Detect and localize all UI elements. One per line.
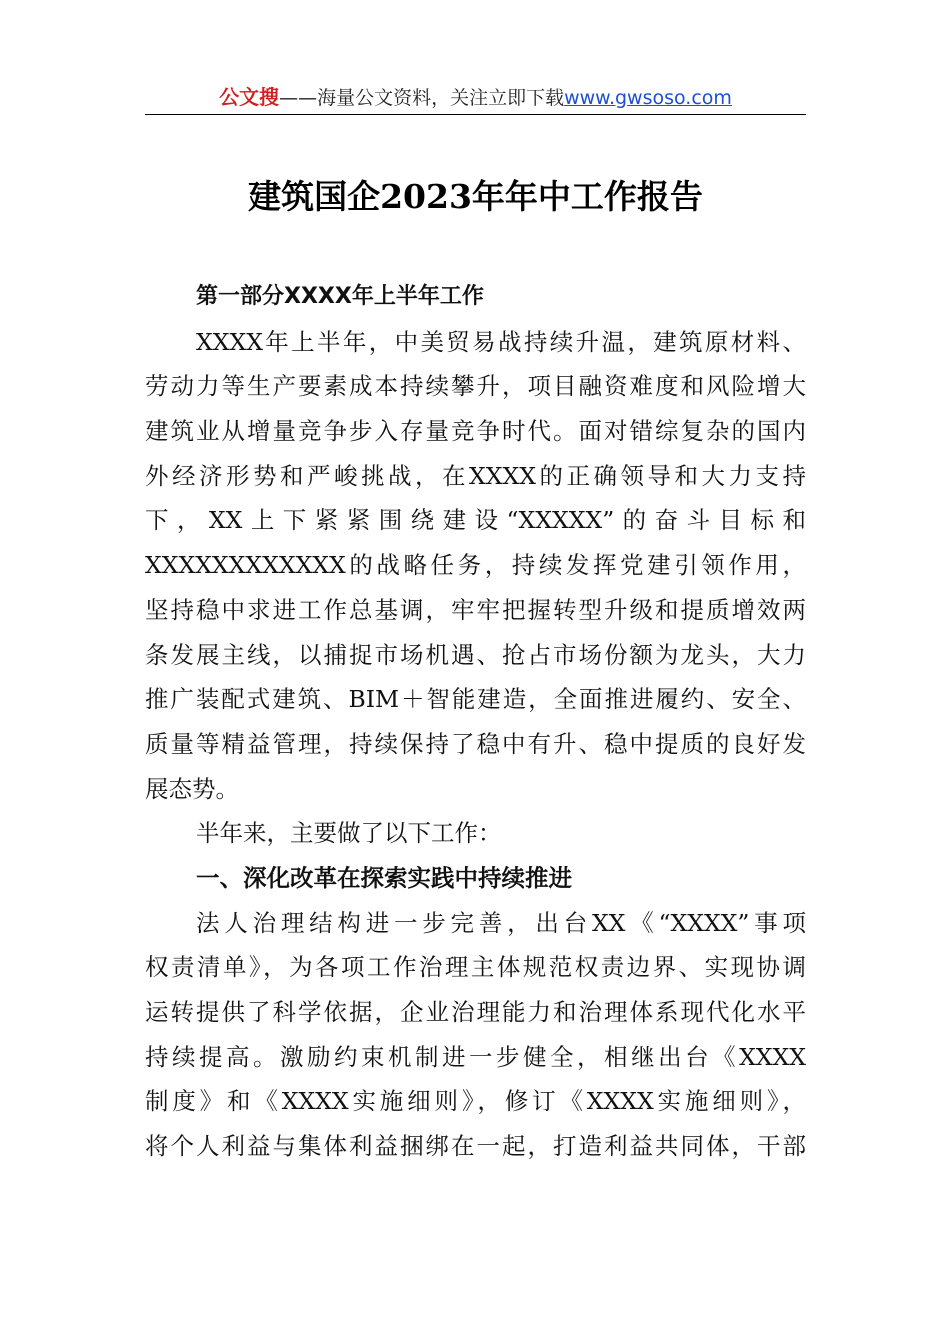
paragraph-line: 半年来，主要做了以下工作： <box>196 819 502 848</box>
document-body <box>145 275 806 1169</box>
header-tagline: ——海量公文资料，关注立即下载 <box>279 87 565 109</box>
paragraph-line: 运转提供了科学依据，企业治理能力和治理体系现代化水平 <box>145 998 806 1026</box>
paragraph-line: 制度》和《XXXX实施细则》，修订《XXXX实施细则》， <box>145 1087 806 1116</box>
paragraph-line: XXXXXXXXXXXX的战略任务，持续发挥党建引领作用， <box>145 551 806 580</box>
paragraph-line: XXXX年上半年，中美贸易战持续升温，建筑原材料、 <box>196 327 806 356</box>
brand-logo-text: 公文搜 <box>219 85 280 109</box>
section-heading: 第一部分XXXX年上半年工作 <box>196 284 484 309</box>
paragraph-line: 推广装配式建筑、BIM＋智能建造，全面推进履约、安全、 <box>145 685 806 714</box>
paragraph-line: 权责清单》，为各项工作治理主体规范权责边界、实现协调 <box>145 953 806 982</box>
paragraph-line: 质量等精益管理，持续保持了稳中有升、稳中提质的良好发 <box>145 729 806 758</box>
paragraph-line: 下，XX上下紧紧围绕建设“XXXXX”的奋斗目标和 <box>145 506 806 535</box>
paragraph-line: 法人治理结构进一步完善，出台XX《“XXXX”事项 <box>196 908 806 937</box>
paragraph-line: 外经济形势和严峻挑战，在XXXX的正确领导和大力支持 <box>145 461 806 490</box>
paragraph-line: 劳动力等生产要素成本持续攀升，项目融资难度和风险增大 <box>145 372 806 401</box>
header-divider <box>145 114 806 115</box>
paragraph-line: 建筑业从增量竞争步入存量竞争时代。面对错综复杂的国内 <box>145 417 806 446</box>
document-title: 建筑国企2023年年中工作报告 <box>248 177 703 216</box>
subsection-heading: 一、深化改革在探索实践中持续推进 <box>196 863 572 892</box>
site-link[interactable]: www.gwsoso.com <box>564 87 732 109</box>
page-header <box>145 82 806 114</box>
paragraph-line: 条发展主线，以捕捉市场机遇、抢占市场份额为龙头，大力 <box>145 640 806 669</box>
paragraph-line: 持续提高。激励约束机制进一步健全，相继出台《XXXX <box>145 1042 806 1071</box>
paragraph-line: 展态势。 <box>145 774 239 803</box>
paragraph-line: 将个人利益与集体利益捆绑在一起，打造利益共同体，干部 <box>145 1132 806 1161</box>
paragraph-line: 坚持稳中求进工作总基调，牢牢把握转型升级和提质增效两 <box>145 595 806 624</box>
